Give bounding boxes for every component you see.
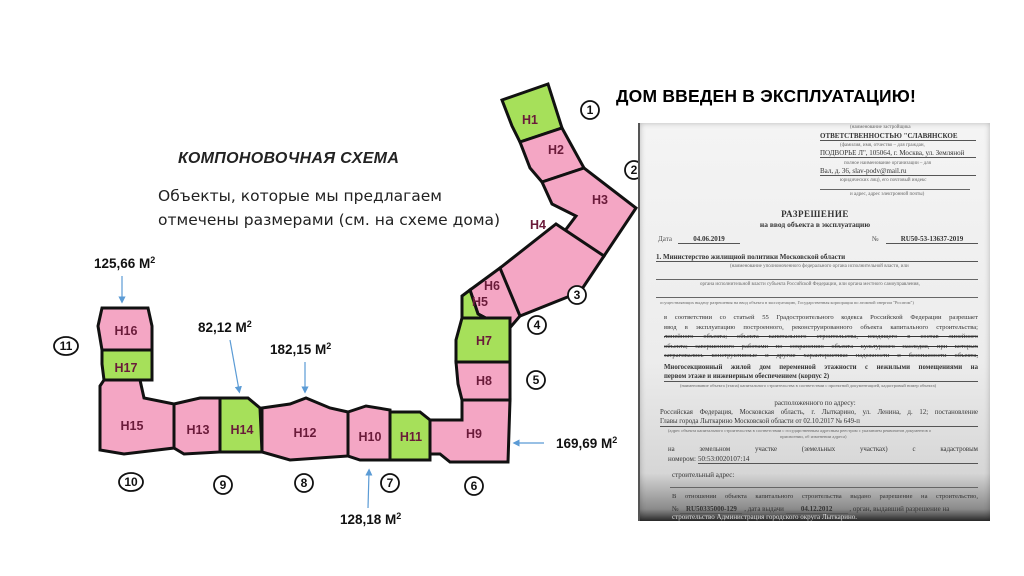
unit-label-h11: Н11 — [399, 430, 423, 444]
svg-text:7: 7 — [386, 476, 394, 490]
area-label-h10: 128,18 $М^2$ — [340, 511, 402, 527]
unit-label-h6: Н6 — [484, 279, 500, 293]
doc-header-line: Вал, д. 36, slav-podv@mail.ru — [820, 167, 976, 176]
doc-header-line: (фамилия, имя, отчество – для граждан, — [840, 143, 925, 148]
doc-title: РАЗРЕШЕНИЕ — [781, 209, 849, 219]
section-10 — [119, 473, 143, 491]
section-7 — [381, 474, 399, 492]
doc-note: осуществляющих выдачу разрешения на ввод объекта в эксплуатацию, Государственная корпорация по атомной энергии "Росатом") — [660, 300, 914, 305]
section-4 — [528, 316, 546, 334]
svg-text:4: 4 — [533, 318, 541, 332]
unit-label-h7: Н7 — [476, 334, 492, 348]
unit-label-h4: Н4 — [530, 218, 546, 232]
section-9 — [214, 476, 232, 494]
scheme-title: КОМПОНОВОЧНАЯ СХЕМА — [178, 150, 400, 167]
arrow-82 — [230, 340, 239, 390]
svg-text:5: 5 — [532, 373, 540, 387]
unit-label-h10: Н10 — [358, 430, 382, 444]
doc-body: в соответствии со статьей 55 Градостроительного кодекса Российской Федерации разрешает ввод в эксплуатацию построенного, реконструированного объекта капитального строительства; линейного объекта; объекта капитального строительства, входящего в состав линейного объекта; завершенного работами по сохранению объекта культурного наследия, при которых затрагивались конструктивные и другие характеристики надежности и безопасности объекта, — [664, 314, 978, 359]
doc-header-line: и адрес, адрес электронной почты) — [850, 192, 925, 197]
description-line: Объекты, которые мы предлагаем — [158, 187, 442, 205]
svg-text:1: 1 — [586, 103, 594, 117]
section-8 — [295, 474, 313, 492]
unit-label-h9: Н9 — [466, 427, 482, 441]
doc-land-line: на земельном участке (земельных участках) с кадастровым — [668, 446, 978, 453]
doc-build-address-label: строительный адрес: — [672, 471, 735, 479]
unit-label-h2: Н2 — [548, 143, 564, 157]
doc-cadastral-value: 50:53:0020107:14 — [698, 455, 978, 464]
doc-note: органа исполнительной власти субъекта Российской Федерации, или органа местного самоуправления, — [700, 282, 920, 287]
svg-text:10: 10 — [124, 475, 138, 489]
unit-label-h13: Н13 — [186, 423, 210, 437]
headline: ДОМ ВВЕДЕН В ЭКСПЛУАТАЦИЮ! — [616, 86, 916, 106]
section-11 — [54, 337, 78, 355]
unit-label-h15: Н15 — [120, 419, 144, 433]
doc-permit-details: № RU50335000-129 , дата выдачи 04.12.2012 , орган, выдавший разрешение на — [672, 505, 950, 513]
doc-cadastral-label: номером: — [668, 455, 696, 463]
doc-note: (наименование объекта (этапа) капитального строительства в соответствии с проектной документацией, кадастровый номер объекта) — [680, 383, 937, 388]
doc-number-value: RU50-53-13637-2019 — [886, 235, 978, 244]
doc-note: (наименование уполномоченного федерального органа исполнительной власти, или — [730, 264, 909, 269]
doc-header-line: (наименование застройщика — [850, 125, 911, 130]
svg-text:3: 3 — [573, 288, 581, 302]
area-label-h9: 169,69 $М^2$ — [556, 435, 618, 451]
arrow-128 — [368, 472, 369, 508]
svg-text:11: 11 — [59, 339, 73, 353]
svg-text:8: 8 — [300, 476, 308, 490]
description-line: отмечены размерами (см. на схеме дома) — [158, 211, 501, 229]
doc-note: (адрес объекта капитального строительства в соответствии с государственным адресным реестром с указанием реквизитов документов о — [668, 428, 932, 433]
doc-header-line: полное наименование организации – для — [844, 161, 931, 166]
svg-text:9: 9 — [219, 478, 227, 492]
doc-address: Российская Федерация, Московская область, г. Лыткарино, ул. Ленина, д. 12; постановление Главы города Лыткарино Московской области от 02.10.2017 № 649-п — [660, 409, 978, 425]
section-6 — [465, 477, 483, 495]
doc-permit-line: В отношении объекта капитального строительства выдано разрешение на строительство, — [672, 493, 978, 500]
doc-header-line: ОТВЕТСТВЕННОСТЬЮ "СЛАВЯНСКОЕ — [820, 132, 976, 141]
section-3 — [568, 286, 586, 304]
unit-label-h14: Н14 — [230, 423, 254, 437]
unit-label-h8: Н8 — [476, 374, 492, 388]
doc-address-label: расположенного по адресу: — [774, 399, 856, 407]
doc-header-line: юридических лиц), его почтовый индекс — [840, 178, 927, 183]
unit-label-h16: Н16 — [114, 324, 138, 338]
area-label-h14: 82,12 $М^2$ — [198, 319, 252, 335]
doc-date-value: 04.06.2019 — [678, 235, 740, 244]
doc-note: присвоении, об изменении адреса) — [780, 434, 847, 439]
unit-label-h12: Н12 — [293, 426, 317, 440]
section-5 — [527, 371, 545, 389]
svg-text:2: 2 — [630, 163, 638, 177]
unit-label-h1: Н1 — [522, 113, 538, 127]
doc-issuer: 1. Министерство жилищной политики Московской области — [656, 253, 978, 262]
permit-document — [638, 123, 990, 521]
doc-date-label: Дата — [658, 235, 672, 243]
doc-permit-org: строительство Администрация городского округа Лыткарино. — [672, 513, 962, 521]
unit-h15 — [100, 380, 174, 454]
unit-label-h3: Н3 — [592, 193, 608, 207]
section-1 — [581, 101, 599, 119]
svg-text:6: 6 — [470, 479, 478, 493]
doc-subtitle: на ввод объекта в эксплуатацию — [759, 220, 871, 229]
area-label-h12: 182,15 $М^2$ — [270, 341, 332, 357]
unit-label-h17: Н17 — [114, 361, 138, 375]
unit-label-h5: Н5 — [472, 295, 488, 309]
doc-object: Многосекционный жилой дом переменной этажности с нежилыми помещениями на первом этаже и инженерным обеспечением (корпус 2) — [664, 364, 978, 380]
area-label-h16: 125,66 $М^2$ — [94, 255, 156, 271]
doc-number-label: № — [872, 235, 879, 243]
doc-header-line: ПОДВОРЬЕ Л", 105064, г. Москва, ул. Земляной — [820, 149, 976, 158]
